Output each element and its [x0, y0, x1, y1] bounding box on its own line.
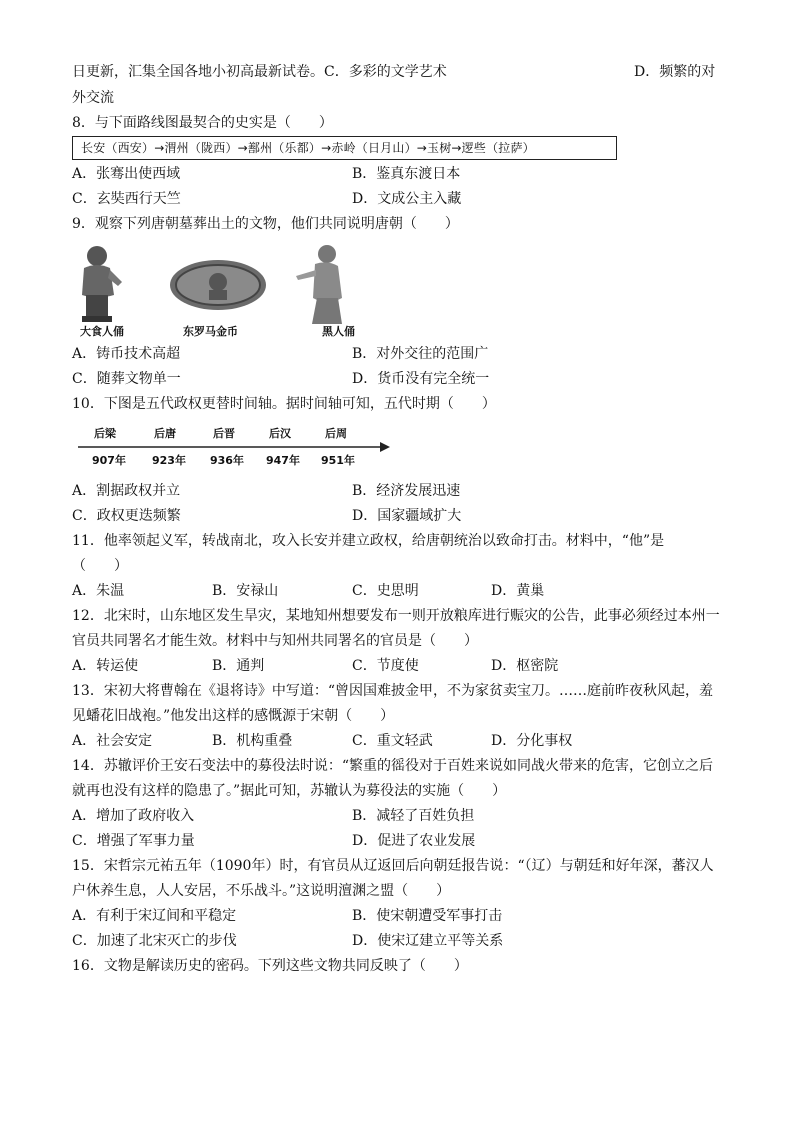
q15-stem-cont: 户休养生息，人人安居，不乐战斗。”这说明澶渊之盟（ ） [72, 883, 451, 899]
q11-option-c: C．史思明 [352, 583, 419, 599]
q9-option-a: A．铸币技术高超 [72, 346, 181, 362]
q11-stem-cont: （ ） [72, 558, 128, 574]
timeline-name-houhan: 后汉 [269, 427, 291, 440]
q14-option-b: B．减轻了百姓负担 [352, 808, 475, 824]
q10-option-c: C．政权更迭频繁 [72, 508, 181, 524]
arab-figurine-image [82, 246, 122, 322]
q10-option-a: A．割据政权并立 [72, 483, 181, 499]
timeline-name-houliang: 后梁 [94, 427, 116, 440]
q8-option-c: C．玄奘西行天竺 [72, 191, 181, 207]
q9-option-b: B．对外交往的范围广 [352, 346, 489, 362]
route-text: 长安（西安）→渭州（陇西）→鄯州（乐都）→赤岭（日月山）→玉树→逻些（拉萨） [81, 141, 535, 155]
timeline-year-947: 947年 [266, 454, 300, 467]
timeline-year-923: 923年 [152, 454, 186, 467]
q12-option-b: B．通判 [212, 658, 265, 674]
q8-option-d: D．文成公主入藏 [352, 191, 462, 207]
timeline-name-houjin: 后晋 [213, 427, 235, 440]
q10-option-d: D．国家疆域扩大 [352, 508, 462, 524]
q9-option-c: C．随葬文物单一 [72, 371, 181, 387]
q16-stem: 16．文物是解读历史的密码。下列这些文物共同反映了（ ） [72, 958, 468, 974]
q8-option-b: B．鉴真东渡日本 [352, 166, 461, 182]
q15-option-b: B．使宋朝遭受军事打击 [352, 908, 503, 924]
q12-stem-cont: 官员共同署名才能生效。材料中与知州共同署名的官员是（ ） [72, 633, 478, 649]
timeline-year-951: 951年 [321, 454, 355, 467]
q13-stem: 13．宋初大将曹翰在《退将诗》中写道：“曾因国难披金甲，不为家贫卖宝刀。……庭前昨夜秋风起，羞 [72, 683, 713, 699]
q9-option-d: D．货币没有完全统一 [352, 371, 490, 387]
q13-stem-cont: 见蟠花旧战袍。”他发出这样的感慨源于宋朝（ ） [72, 708, 395, 724]
q10-stem: 10．下图是五代政权更替时间轴。据时间轴可知，五代时期（ ） [72, 396, 496, 412]
caption-african-figurine: 黑人俑 [322, 325, 355, 338]
timeline-name-houtang: 后唐 [154, 427, 176, 440]
q13-option-d: D．分化事权 [491, 733, 573, 749]
route-map-box [72, 136, 617, 160]
timeline-year-907: 907年 [92, 454, 126, 467]
q12-stem: 12．北宋时，山东地区发生旱灾，某地知州想要发布一则开放粮库进行赈灾的公告，此事必须经过本州一 [72, 608, 720, 624]
q12-option-c: C．节度使 [352, 658, 419, 674]
q13-option-b: B．机构重叠 [212, 733, 293, 749]
q15-option-a: A．有利于宋辽间和平稳定 [72, 908, 237, 924]
q15-stem: 15．宋哲宗元祐五年（1090年）时，有官员从辽返回后向朝廷报告说：“（辽）与朝廷和好年深，蕃汉人 [72, 858, 714, 874]
q14-option-d: D．促进了农业发展 [352, 833, 476, 849]
q7-text-line2: 外交流 [72, 90, 114, 106]
q9-stem: 9．观察下列唐朝墓葬出土的文物，他们共同说明唐朝（ ） [72, 216, 459, 232]
timeline-year-936: 936年 [210, 454, 244, 467]
q11-option-d: D．黄巢 [491, 583, 545, 599]
q8-stem: 8．与下面路线图最契合的史实是（ ） [72, 115, 333, 131]
q13-option-a: A．社会安定 [72, 733, 153, 749]
timeline-name-houzhou: 后周 [325, 427, 347, 440]
q14-stem: 14．苏辙评价王安石变法中的募役法时说：“繁重的徭役对于百姓来说如同战火带来的危害，它创立之后 [72, 758, 713, 774]
african-figurine-image [296, 245, 342, 324]
q15-option-d: D．使宋辽建立平等关系 [352, 933, 504, 949]
q11-option-b: B．安禄山 [212, 583, 279, 599]
q12-option-d: D．枢密院 [491, 658, 559, 674]
q13-option-c: C．重文轻武 [352, 733, 433, 749]
q15-option-c: C．加速了北宋灭亡的步伐 [72, 933, 237, 949]
q14-option-a: A．增加了政府收入 [72, 808, 195, 824]
q7-option-d: D．频繁的对 [634, 64, 716, 80]
q8-option-a: A．张骞出使西域 [72, 166, 181, 182]
byzantine-coin-image [170, 260, 266, 310]
q14-stem-cont: 就再也没有这样的隐患了。”据此可知，苏辙认为募役法的实施（ ） [72, 783, 507, 799]
q7-text-line1: 日更新，汇集全国各地小初高最新试卷。C．多彩的文学艺术 [72, 64, 447, 80]
q10-option-b: B．经济发展迅速 [352, 483, 461, 499]
q14-option-c: C．增强了军事力量 [72, 833, 195, 849]
q12-option-a: A．转运使 [72, 658, 139, 674]
q11-stem: 11．他率领起义军，转战南北，攻入长安并建立政权，给唐朝统治以致命打击。材料中，“他”是 [72, 533, 665, 549]
caption-arab-figurine: 大食人俑 [80, 325, 124, 338]
q11-option-a: A．朱温 [72, 583, 125, 599]
caption-byzantine-coin: 东罗马金币 [183, 325, 238, 338]
